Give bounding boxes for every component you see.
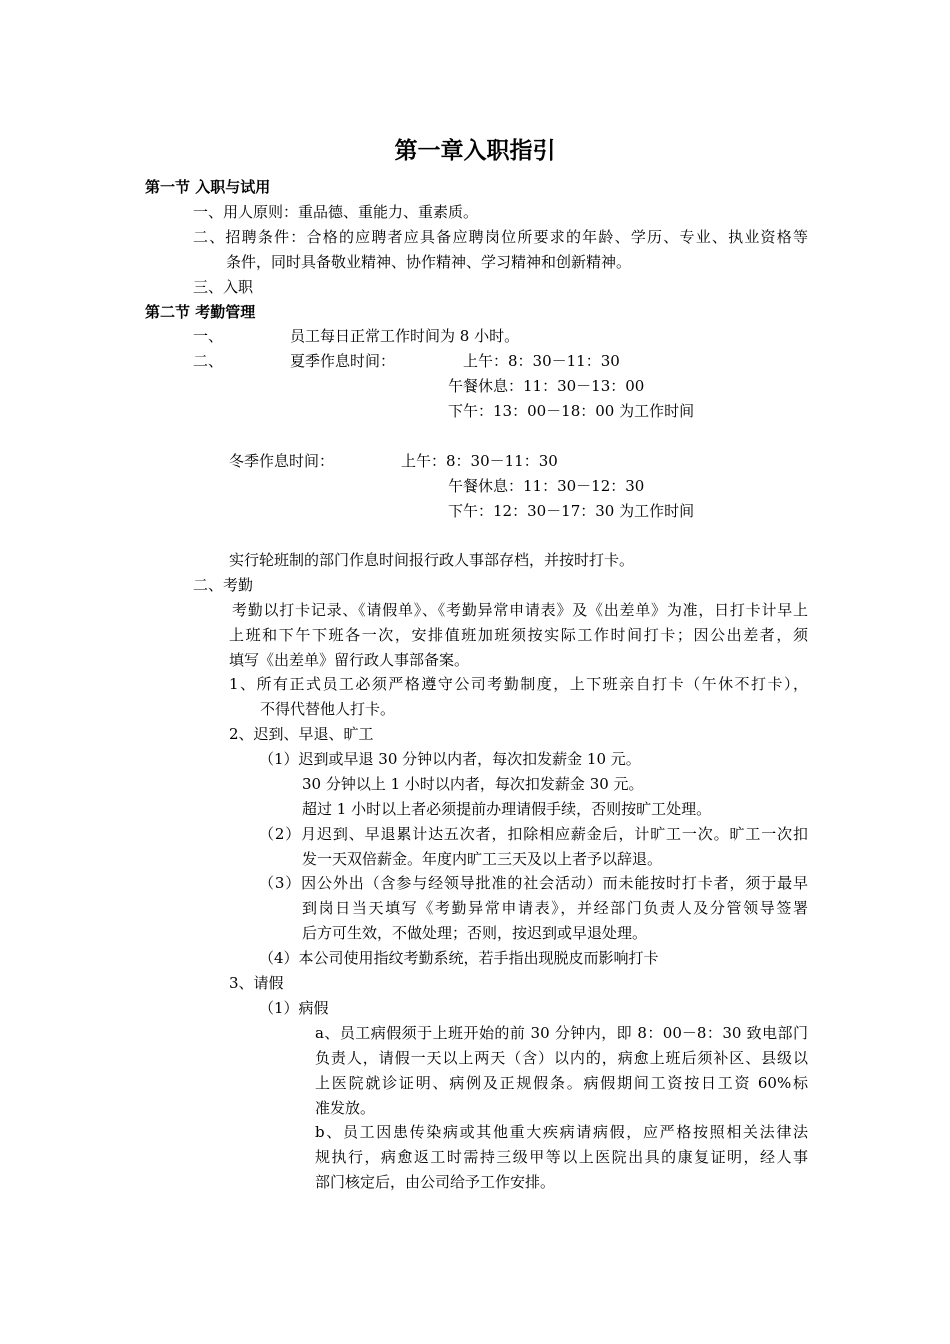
schedule-line: 午餐休息：11：30－12：30 [448,477,645,495]
paragraph-line: a、员工病假须于上班开始的前 30 分钟内，即 8：00－8：30 致电部门 [315,1024,808,1042]
paragraph-line: 二、招聘条件：合格的应聘者应具备应聘岗位所要求的年龄、学历、专业、执业资格等 [193,228,808,246]
list-number: 一、 [193,327,224,345]
paragraph-line: 三、入职 [193,278,254,296]
paragraph-line: 不得代替他人打卡。 [260,700,396,718]
paragraph-line: 一、用人原则：重品德、重能力、重素质。 [193,203,479,221]
schedule-line: 下午：13：00－18：00 为工作时间 [448,402,695,420]
paragraph-line: 30 分钟以上 1 小时以内者，每次扣发薪金 30 元。 [302,775,644,793]
list-number: 二、 [193,352,224,370]
paragraph-line: 考勤以打卡记录、《请假单》、《考勤异常申请表》及《出差单》为准，日打卡计早上 [232,601,808,619]
subheading: 2、迟到、早退、旷工 [229,725,374,743]
section-heading-1: 第一节 入职与试用 [145,178,271,196]
subheading: 3、请假 [229,974,284,992]
paragraph-line: 实行轮班制的部门作息时间报行政人事部存档，并按时打卡。 [229,551,635,569]
paragraph-line: （1）病假 [259,999,329,1017]
schedule-label: 冬季作息时间： [229,452,335,470]
paragraph-line: 规执行，病愈返工时需持三级甲等以上医院出具的康复证明，经人事 [315,1148,808,1166]
paragraph-line: （1）迟到或早退 30 分钟以内者，每次扣发薪金 10 元。 [259,750,641,768]
subheading: 二、考勤 [193,576,254,594]
paragraph-line: b、员工因患传染病或其他重大疾病请病假，应严格按照相关法律法 [315,1123,808,1141]
paragraph-line: 准发放。 [315,1099,376,1117]
paragraph-line: 负责人，请假一天以上两天（含）以内的，病愈上班后须补区、县级以 [315,1049,808,1067]
paragraph-line: 填写《出差单》留行政人事部备案。 [229,651,470,669]
paragraph-line: 条件，同时具备敬业精神、协作精神、学习精神和创新精神。 [226,253,632,271]
chapter-title: 第一章入职指引 [394,138,556,164]
schedule-line: 下午：12：30－17：30 为工作时间 [448,502,695,520]
paragraph-line: 上医院就诊证明、病例及正规假条。病假期间工资按日工资 60%标 [315,1074,808,1092]
paragraph-line: 到岗日当天填写《考勤异常申请表》，并经部门负责人及分管领导签署 [302,899,808,917]
schedule-line: 上午：8：30－11：30 [401,452,558,470]
paragraph-line: （3）因公外出（含参与经领导批准的社会活动）而未能按时打卡者，须于最早 [259,874,808,892]
schedule-line: 午餐休息：11：30－13：00 [448,377,645,395]
paragraph-line: 1、所有正式员工必须严格遵守公司考勤制度，上下班亲自打卡（午休不打卡）， [229,675,808,693]
paragraph-line: 员工每日正常工作时间为 8 小时。 [290,327,520,345]
paragraph-line: 后方可生效，不做处理；否则，按迟到或早退处理。 [302,924,648,942]
schedule-label: 夏季作息时间： [290,352,396,370]
paragraph-line: （2）月迟到、早退累计达五次者，扣除相应薪金后，计旷工一次。旷工一次扣 [259,825,808,843]
paragraph-line: （4）本公司使用指纹考勤系统，若手指出现脱皮而影响打卡 [259,949,659,967]
paragraph-line: 超过 1 小时以上者必须提前办理请假手续，否则按旷工处理。 [302,800,712,818]
paragraph-line: 上班和下午下班各一次，安排值班加班须按实际工作时间打卡；因公出差者，须 [229,626,808,644]
section-heading-2: 第二节 考勤管理 [145,303,256,321]
schedule-line: 上午：8：30－11：30 [463,352,620,370]
paragraph-line: 部门核定后，由公司给予工作安排。 [315,1173,556,1191]
paragraph-line: 发一天双倍薪金。年度内旷工三天及以上者予以辞退。 [302,850,663,868]
